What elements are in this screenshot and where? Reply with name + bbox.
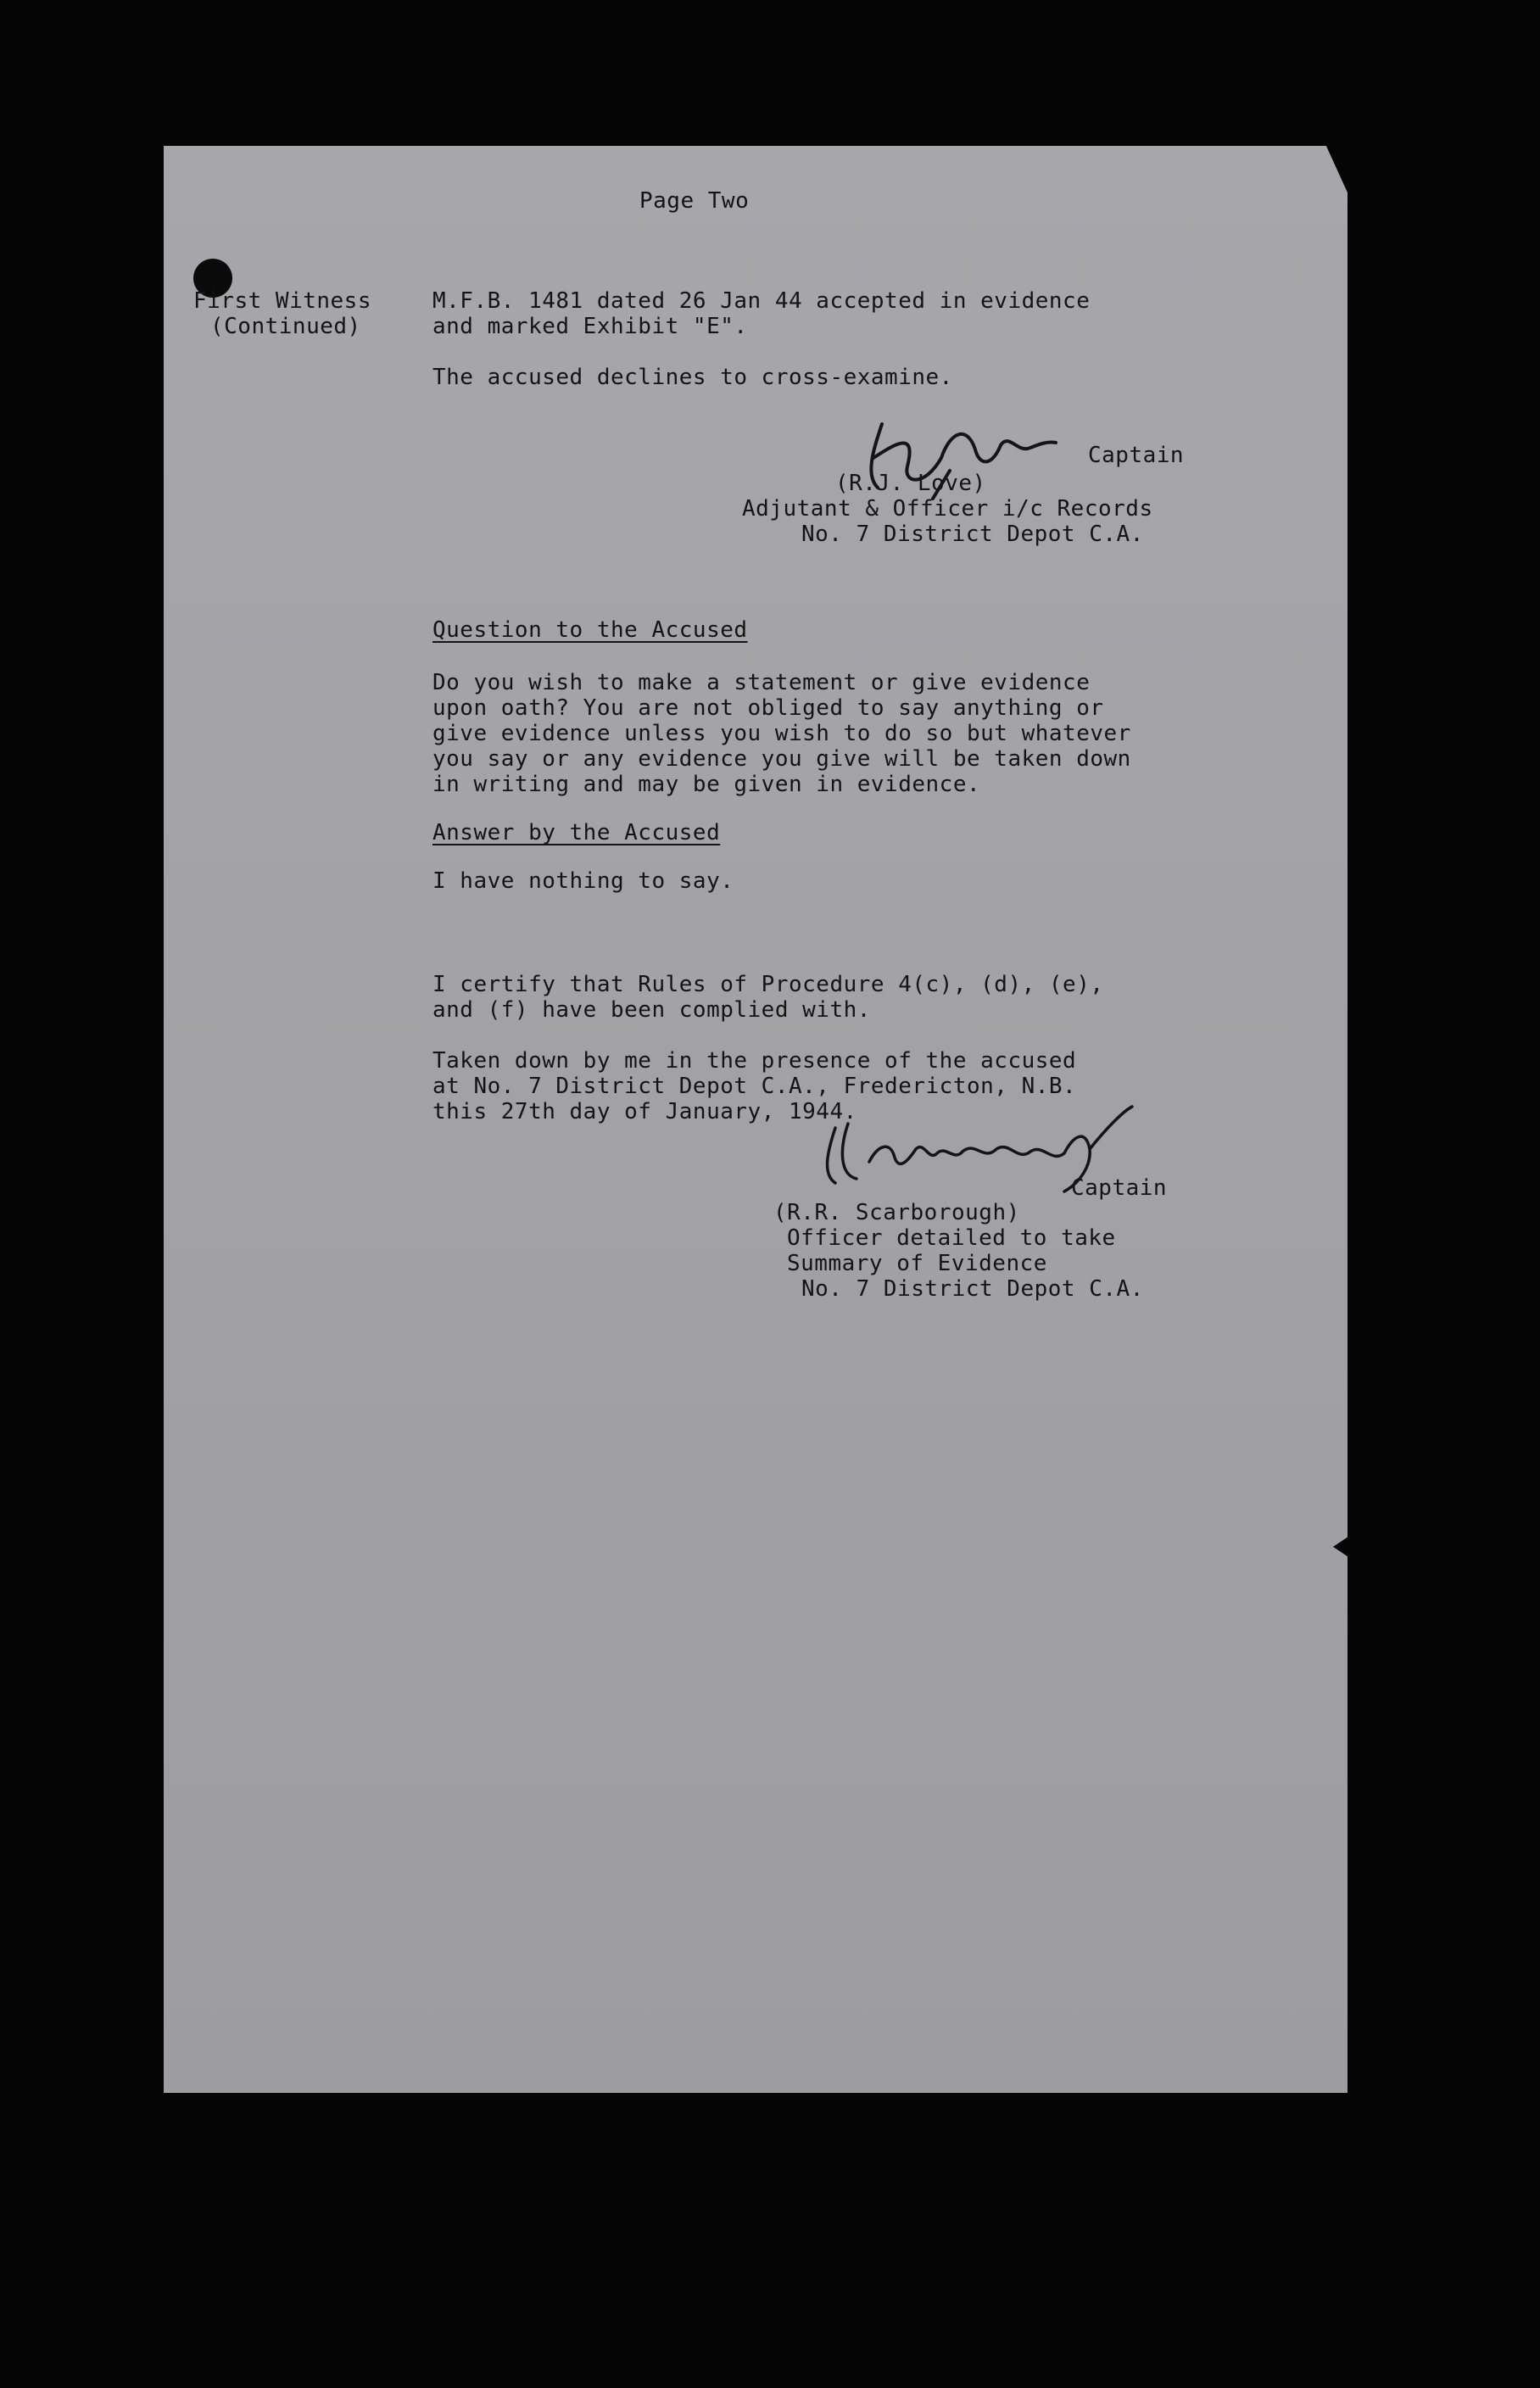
- question-line-1: Do you wish to make a statement or give evidence: [432, 670, 1091, 695]
- sig2-role-line-1: Officer detailed to take: [787, 1225, 1116, 1251]
- answer-heading: Answer by the Accused: [432, 820, 721, 845]
- question-line-5: in writing and may be given in evidence.: [432, 772, 981, 797]
- answer-text: I have nothing to say.: [432, 868, 734, 894]
- sig2-unit: No. 7 District Depot C.A.: [801, 1276, 1144, 1302]
- side-heading-continued: (Continued): [210, 314, 361, 339]
- sig2-name: (R.R. Scarborough): [773, 1200, 1020, 1225]
- taken-line-2: at No. 7 District Depot C.A., Fredericton, N.B.: [432, 1074, 1077, 1099]
- paper-edge-notch: [1333, 1533, 1353, 1560]
- question-line-2: upon oath? You are not obliged to say anything or: [432, 695, 1104, 721]
- sig2-role-line-2: Summary of Evidence: [787, 1251, 1047, 1276]
- sig1-name: (R.J. Love): [835, 471, 986, 496]
- side-heading-first-witness: First Witness: [193, 288, 371, 314]
- certify-line-2: and (f) have been complied with.: [432, 997, 871, 1023]
- sig1-role: Adjutant & Officer i/c Records: [742, 496, 1153, 522]
- taken-line-3: this 27th day of January, 1944.: [432, 1099, 857, 1124]
- taken-line-1: Taken down by me in the presence of the accused: [432, 1048, 1077, 1074]
- exhibit-line-1: M.F.B. 1481 dated 26 Jan 44 accepted in evidence: [432, 288, 1091, 314]
- certify-line-1: I certify that Rules of Procedure 4(c), (d), (e),: [432, 972, 1104, 997]
- sig1-unit: No. 7 District Depot C.A.: [801, 522, 1144, 547]
- sig1-title: Captain: [1088, 443, 1185, 468]
- cross-examine-statement: The accused declines to cross-examine.: [432, 365, 953, 390]
- page-label: Page Two: [639, 188, 750, 214]
- question-line-3: give evidence unless you wish to do so but whatever: [432, 721, 1131, 746]
- sig2-title: Captain: [1071, 1175, 1168, 1201]
- exhibit-line-2: and marked Exhibit "E".: [432, 314, 748, 339]
- question-heading: Question to the Accused: [432, 617, 748, 643]
- question-line-4: you say or any evidence you give will be taken down: [432, 746, 1131, 772]
